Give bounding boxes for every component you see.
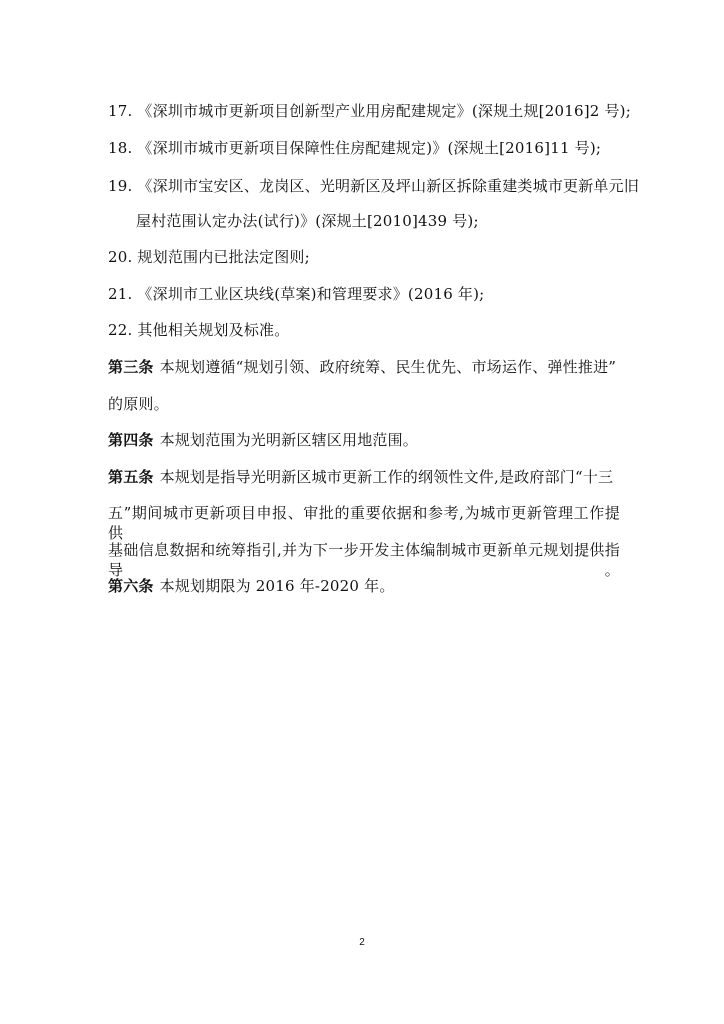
reference-item-17: 17. 《深圳市城市更新项目创新型产业用房配建规定》(深规土规[2016]2 号); bbox=[108, 102, 631, 120]
reference-item-18: 18. 《深圳市城市更新项目保障性住房配建规定)》(深规土[2016]11 号); bbox=[108, 139, 602, 157]
article-5-line-3: 基础信息数据和统筹指引,并为下一步开发主体编制城市更新单元规划提供指导。 bbox=[108, 541, 620, 579]
reference-item-22: 22. 其他相关规划及标准。 bbox=[108, 321, 290, 339]
article-3-text-1: 本规划遵循“规划引领、政府统筹、民生优先、市场运作、弹性推进” bbox=[159, 358, 617, 376]
article-5-line-2: 五”期间城市更新项目申报、审批的重要依据和参考,为城市更新管理工作提供 bbox=[108, 504, 620, 542]
page-number: 2 bbox=[359, 937, 365, 948]
article-5-text-1: 本规划是指导光明新区城市更新工作的纲领性文件,是政府部门“十三 bbox=[159, 468, 614, 486]
article-4-text-1: 本规划范围为光明新区辖区用地范围。 bbox=[159, 431, 419, 449]
reference-item-21: 21. 《深圳市工业区块线(草案)和管理要求》(2016 年); bbox=[108, 285, 485, 303]
article-3-line-2: 的原则。 bbox=[108, 395, 169, 413]
article-6-text-1: 本规划期限为 2016 年-2020 年。 bbox=[159, 577, 395, 595]
article-3-heading: 第三条 bbox=[108, 358, 154, 376]
article-4-heading: 第四条 bbox=[108, 431, 154, 449]
article-5-heading: 第五条 bbox=[108, 468, 154, 486]
article-6-line-1 bbox=[108, 576, 628, 596]
article-3-line-1 bbox=[108, 357, 628, 377]
reference-item-19-continuation: 屋村范围认定办法(试行)》(深规土[2010]439 号); bbox=[136, 212, 479, 230]
reference-item-20: 20. 规划范围内已批法定图则; bbox=[108, 248, 310, 266]
article-4-line-1 bbox=[108, 430, 628, 450]
article-5-line-1 bbox=[108, 467, 628, 487]
article-6-heading: 第六条 bbox=[108, 577, 154, 595]
reference-item-19: 19. 《深圳市宝安区、龙岗区、光明新区及坪山新区拆除重建类城市更新单元旧 bbox=[108, 177, 640, 195]
